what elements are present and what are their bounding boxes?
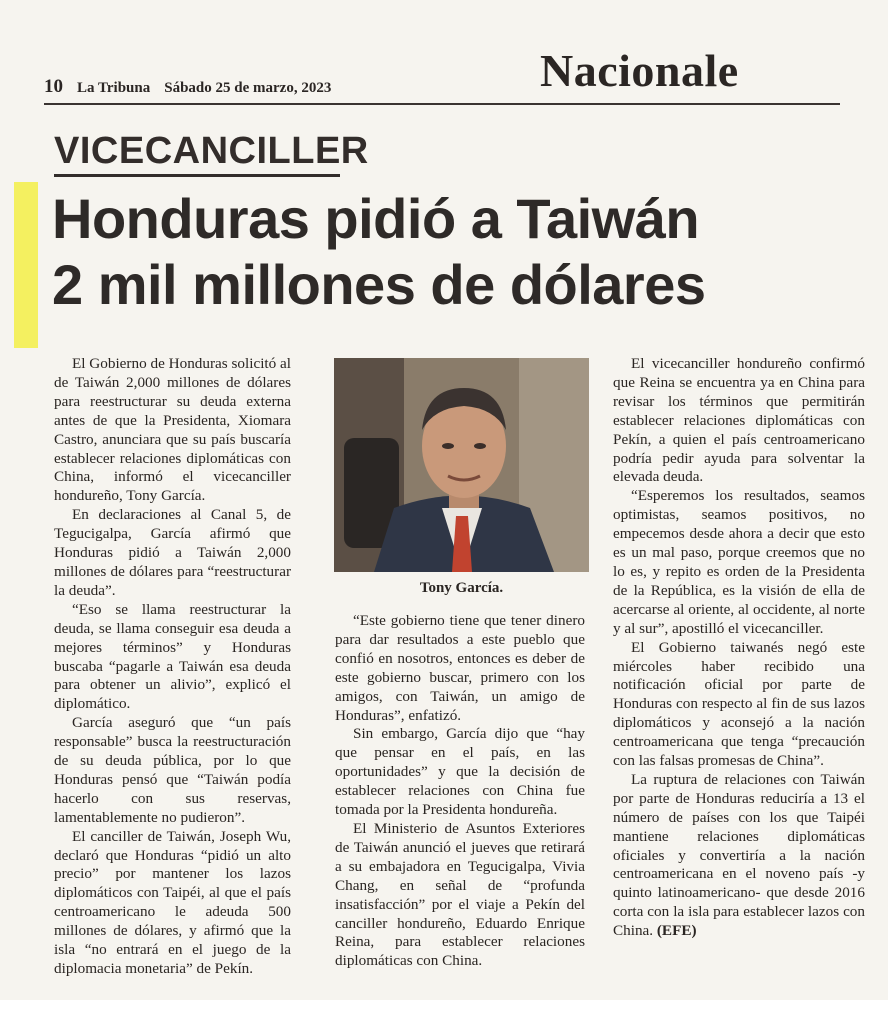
article-kicker: VICECANCILLER xyxy=(54,130,369,172)
paragraph: “Eso se llama reestructurar la deuda, se llama conseguir esa deuda a mejores términos” y Honduras buscaba “pagarle a Taiwán esa deuda para obtener un alivio”, explicó el diplomático. xyxy=(54,600,291,713)
publication-date: Sábado 25 de marzo, 2023 xyxy=(164,80,332,96)
page-header xyxy=(44,76,331,106)
article-column-1 xyxy=(54,355,291,979)
header-rule xyxy=(44,103,840,105)
paragraph: “Este gobierno tiene que tener dinero para dar resultados a este pueblo que confió en nosotros, entonces es deber de este gobierno buscar, primero con los amigos, con Taiwán, un amigo de Honduras”, enfatizó. xyxy=(335,612,585,724)
page-number: 10 xyxy=(44,76,63,97)
kicker-underline xyxy=(54,174,340,177)
paragraph: El canciller de Taiwán, Joseph Wu, declaró que Honduras “pidió un alto precio” por mantener los lazos diplomáticos con Taipéi, al que el país centroamericano le adeuda 500 millones de dólares, y afirmó que la isla “no entrará en el juego de la diplomacia monetaria” de Pekín. xyxy=(54,827,291,977)
paragraph: El Gobierno de Honduras solicitó al de Taiwán 2,000 millones de dólares para reestructurar su deuda externa antes de que la Presidenta, Xiomara Castro, anunciara que su país buscaría establecer relaciones diplomáticas con China, informó el vicecanciller hondureño, Tony García. xyxy=(54,355,291,505)
article-column-2 xyxy=(335,612,585,971)
article-column-3 xyxy=(613,355,865,941)
paragraph: El Ministerio de Asuntos Exteriores de Taiwán anunció el jueves que retirará a su embajadora en Tegucigalpa, Vivia Chang, en señal de “profunda insatisfacción” por el viaje a Pekín del canciller hondureño, Eduardo Enrique Reina, para establecer relaciones diplomáticas con China. xyxy=(335,819,585,970)
portrait-illustration xyxy=(334,358,589,572)
paragraph: García aseguró que “un país responsable” busca la reestructuración de su deuda pública, por lo que Honduras pensó que “Taiwán podía hacerlo con sus reservas, lamentablemente no pudieron”. xyxy=(54,714,291,826)
article-headline xyxy=(52,186,872,318)
section-title: Nacionale xyxy=(540,45,739,96)
paragraph: El vicecanciller hondureño confirmó que Reina se encuentra ya en China para revisar los términos que permitirán establecer relaciones diplomáticas con Pekín, a quien el país centroamericano podría pedir ayuda para solventar la elevada deuda. xyxy=(613,355,865,486)
paragraph: En declaraciones al Canal 5, de Tegucigalpa, García afirmó que Honduras pidió a Taiwán 2,000 millones de dólares para “reestructurar la deuda”. xyxy=(54,506,291,599)
article-photo xyxy=(334,358,589,572)
highlighter-mark xyxy=(14,182,38,348)
paragraph: Sin embargo, García dijo que “hay que pensar en el país, en las oportunidades” y que la decisión de establecer relaciones con China fue tomada por la Presidenta hondureña. xyxy=(335,725,585,819)
newspaper-name: La Tribuna xyxy=(77,80,151,96)
paragraph-text: La ruptura de relaciones con Taiwán por parte de Honduras reduciría a 13 el número de países con los que Taipéi mantiene relaciones diplomáticas oficiales y convertiría a la nación centroamericana en el noveno país -y quinto latinoamericano- que desde 2016 corta con la isla para establecer lazos con China. xyxy=(613,770,865,940)
paragraph: “Esperemos los resultados, seamos optimistas, seamos positivos, no empecemos desde ahora a decir que esto es un mal paso, porque creemos que no lo es, y repito es orden de la Presidenta de la República, es la visión de ella de acercarse al oriente, al occidente, al norte y al sur”, apostilló el vicecanciller. xyxy=(613,487,865,637)
headline-line-2: 2 mil millones de dólares xyxy=(52,253,706,316)
headline-line-1: Honduras pidió a Taiwán xyxy=(52,187,700,250)
paragraph xyxy=(613,771,865,941)
news-agency-credit: (EFE) xyxy=(656,922,697,940)
photo-caption: Tony García. xyxy=(419,580,504,596)
paragraph: El Gobierno taiwanés negó este miércoles haber recibido una notificación oficial por parte de Honduras con respecto al fin de sus lazos diplomáticos y aconsejó a la nación centroamericana que tenga “precaución con las falsas promesas de China”. xyxy=(613,638,865,770)
